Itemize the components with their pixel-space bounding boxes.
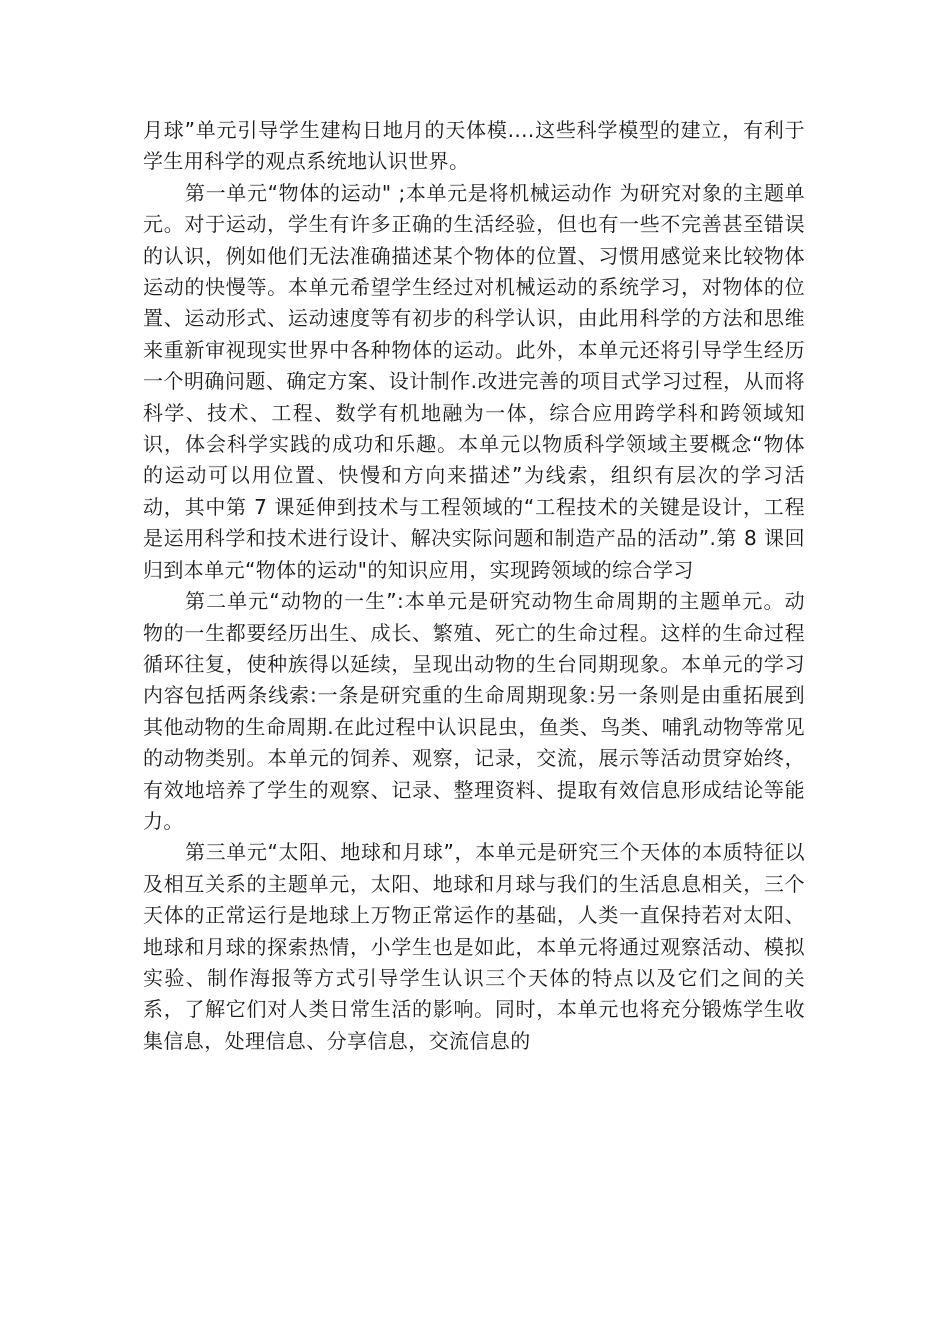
paragraph-unit-two: 第二单元“动物的一生”:本单元是研究动物生命周期的主题单元。动物的一生都要经历出生、成长、繁殖、死亡的生命过程。这样的生命过程循环往复，使种族得以延续，呈现出动物的生台同期现象。本单元的学习内容包括两条线索:一条是研究重的生命周期现象:另一条则是由重拓展到其他动物的生命周期.在此过程中认识昆虫，鱼类、鸟类、哺乳动物等常见的动物类别。本单元的饲养、观察，记录，交流，展示等活动贯穿始终，有效地培养了学生的观察、记录、整理资料、提取有效信息形成结论等能力。 xyxy=(143,589,805,833)
paragraph-continuation: 月球”单元引导学生建构日地月的天体模....这些科学模型的建立，有利于学生用科学的观点系统地认识世界。 xyxy=(143,118,805,174)
document-body xyxy=(143,115,805,1057)
paragraph-unit-one: 第一单元“物体的运动" ;本单元是将机械运动作 为研究对象的主题单元。对于运动，学生有许多正确的生活经验，但也有一些不完善甚至错误的认识，例如他们无法准确描述某个物体的位置、习惯用感觉来比较物体运动的快慢等。本单元希望学生经过对机械运动的系统学习，对物体的位置、运动形式、运动速度等有初步的科学认识，由此用科学的方法和思维来重新审视现实世界中各种物体的运动。此外，本单元还将引导学生经历一个明确问题、确定方案、设计制作.改进完善的项目式学习过程，从而将科学、技术、工程、数学有机地融为一体，综合应用跨学科和跨领域知识，体会科学实践的成功和乐趣。本单元以物质科学领域主要概念“物体的运动可以用位置、快慢和方向来描述”为线索，组织有层次的学习活动，其中第 7 课延伸到技术与工程领域的“工程技术的关键是设计，工程是运用科学和技术进行设计、解决实际问题和制造产品的活动”.第 8 课回归到本单元“物体的运动"的知识应用，实现跨领域的综合学习 xyxy=(143,180,805,582)
paragraph-unit-three: 第三单元“太阳、地球和月球”，本单元是研究三个天体的本质特征以及相互关系的主题单元，太阳、地球和月球与我们的生活息息相关，三个天体的正常运行是地球上万物正常运作的基础，人类一直保持若对太阳、地球和月球的探索热情，小学生也是如此，本单元将通过观察活动、模拟实验、制作海报等方式引导学生认识三个天体的特点以及它们之间的关系，了解它们对人类日常生活的影响。同时，本单元也将充分锻炼学生收集信息，处理信息、分享信息，交流信息的 xyxy=(143,840,805,1053)
